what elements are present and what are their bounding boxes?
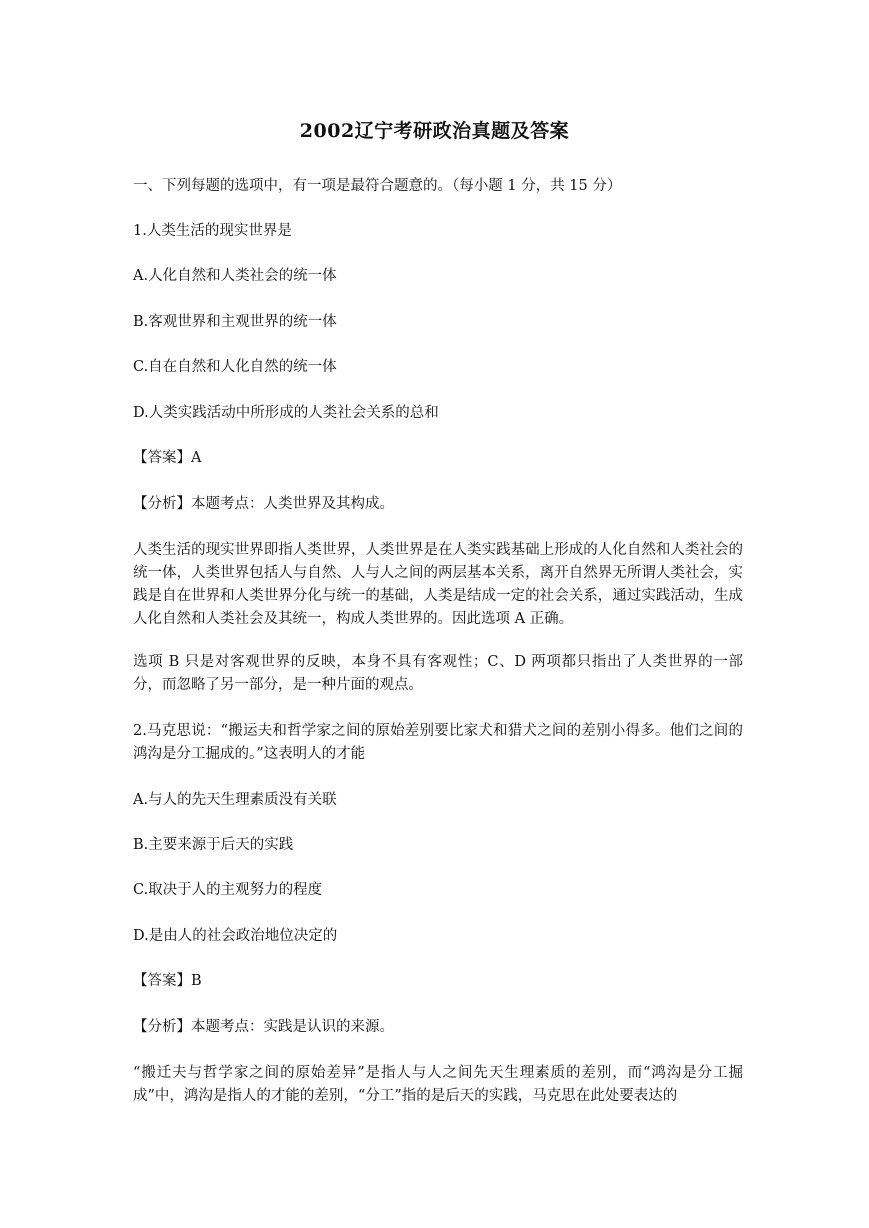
question-1-option-d: D.人类实践活动中所形成的人类社会关系的总和	[133, 405, 439, 421]
question-2-analysis-label: 【分析】本题考点：实践是认识的来源。	[133, 1019, 394, 1035]
question-2-stem: 2.马克思说：“搬运夫和哲学家之间的原始差别要比家犬和猎犬之间的差别小得多。他们之间的鸿沟是分工掘成的。”这表明人的才能	[133, 723, 743, 762]
question-1-option-c: C.自在自然和人化自然的统一体	[133, 359, 337, 375]
question-1-explanation-1: 人类生活的现实世界即指人类世界，人类世界是在人类实践基础上形成的人化自然和人类社会的统一体，人类世界包括人与自然、人与人之间的两层基本关系，离开自然界无所谓人类社会，实践是自在世界和人类世界分化与统一的基础，人类是结成一定的社会关系，通过实践活动，生成人化自然和人类社会及其统一，构成人类世界的。因此选项 A 正确。	[133, 542, 743, 627]
question-1-option-a: A.人化自然和人类社会的统一体	[133, 268, 337, 284]
question-1-option-b: B.客观世界和主观世界的统一体	[133, 314, 337, 330]
question-1-explanation-2: 选项 B 只是对客观世界的反映，本身不具有客观性；C、D 两项都只指出了人类世界的一部分，而忽略了另一部分，是一种片面的观点。	[133, 654, 743, 693]
question-2-option-a: A.与人的先天生理素质没有关联	[133, 792, 337, 808]
page-title: 2002辽宁考研政治真题及答案	[299, 120, 570, 142]
question-2-option-d: D.是由人的社会政治地位决定的	[133, 928, 338, 944]
question-1-analysis-label: 【分析】本题考点：人类世界及其构成。	[133, 496, 394, 512]
question-2-answer: 【答案】B	[133, 973, 202, 989]
question-2-option-c: C.取决于人的主观努力的程度	[133, 882, 323, 898]
question-1-stem: 1.人类生活的现实世界是	[133, 223, 292, 239]
question-2-option-b: B.主要来源于后天的实践	[133, 837, 294, 853]
question-1-answer: 【答案】A	[133, 450, 202, 466]
section-heading: 一、下列每题的选项中，有一项是最符合题意的。（每小题 1 分，共 15 分）	[133, 178, 622, 194]
question-2-explanation-1: “搬迁夫与哲学家之间的原始差异”是指人与人之间先天生理素质的差别，而“鸿沟是分工掘成”中，鸿沟是指人的才能的差别，“分工”指的是后天的实践，马克思在此处要表达的	[133, 1065, 743, 1104]
